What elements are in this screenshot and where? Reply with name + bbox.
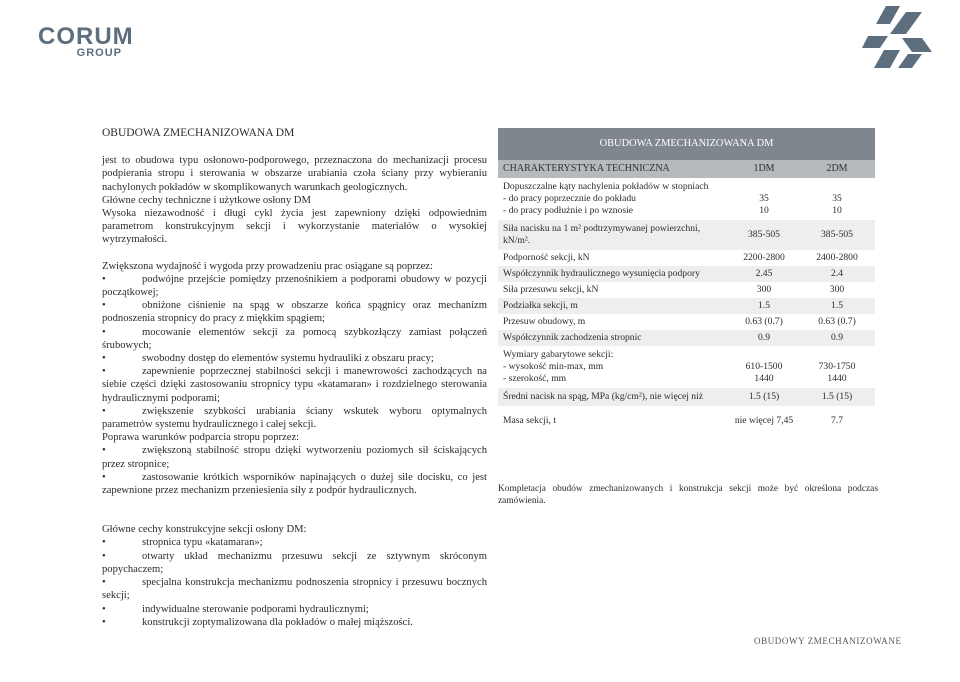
list-item: • specjalna konstrukcja mechanizmu podnoszenia stropnicy i przesuwu bocznych sekcji;	[102, 576, 487, 602]
construction-heading: Główne cechy konstrukcyjne sekcji osłony DM:	[102, 524, 307, 536]
construction-list	[102, 536, 487, 628]
row-label-line: Współczynnik hydraulicznego wysunięcia podpory	[503, 268, 700, 279]
corum-logo	[38, 23, 134, 59]
value-1dm-line: 385-505	[748, 229, 780, 240]
table-row	[498, 314, 875, 330]
table-row	[498, 406, 875, 436]
value-1dm-line: nie więcej 7,45	[734, 415, 794, 426]
value-2dm-line: 0.63 (0.7)	[818, 316, 856, 327]
table-row	[498, 298, 875, 314]
row-label-line: - do pracy poprzecznie do pokładu	[503, 193, 636, 204]
value-1dm-line: 10	[759, 205, 769, 216]
value-2dm	[799, 268, 875, 280]
table-header-row	[498, 160, 875, 178]
row-label-line: - szerokość, mm	[503, 373, 567, 384]
efficiency-list	[102, 273, 487, 431]
list-item: • zwiększoną stabilność stropu dzięki wytworzeniu poziomych sił ściskających przez stropnice;	[102, 444, 487, 470]
value-1dm-line	[729, 349, 799, 361]
value-1dm	[729, 229, 799, 241]
table-row	[498, 388, 875, 406]
row-label-line: Dopuszczalne kąty nachylenia pokładów w stopniach	[503, 181, 709, 192]
value-1dm	[729, 349, 799, 385]
brand-mark-icon	[862, 4, 934, 75]
value-2dm-line: 35	[832, 193, 842, 204]
value-1dm	[729, 252, 799, 264]
value-1dm-line: 300	[756, 284, 772, 295]
value-2dm-line: 7.7	[831, 415, 843, 426]
spec-table	[498, 128, 875, 436]
header-cell: 1DM	[753, 163, 775, 174]
value-2dm	[799, 415, 875, 427]
support-heading: Poprawa warunków podparcia stropu poprzez:	[102, 432, 300, 444]
value-2dm-line: 385-505	[821, 229, 853, 240]
value-1dm	[729, 284, 799, 296]
description-column	[102, 127, 487, 629]
row-label	[503, 391, 729, 403]
value-1dm	[729, 415, 799, 427]
value-2dm	[799, 332, 875, 344]
row-label	[503, 349, 729, 385]
table-title: OBUDOWA ZMECHANIZOWANA DM	[498, 128, 875, 160]
value-1dm	[729, 300, 799, 312]
row-label	[503, 284, 729, 296]
value-1dm-line: 2.45	[755, 268, 773, 279]
value-2dm	[799, 316, 875, 328]
table-row	[498, 250, 875, 266]
row-label	[503, 252, 729, 264]
value-2dm-line: 10	[832, 205, 842, 216]
value-2dm-line: 1440	[827, 373, 847, 384]
row-label-line: Podziałka sekcji, m	[503, 300, 578, 311]
value-1dm	[729, 181, 799, 217]
list-item: • zastosowanie krótkich wsporników napinających o dużej sile docisku, co jest zapewnione przez mechanizm przeniesienia siły z podpór hydraulicznych.	[102, 471, 487, 497]
value-2dm	[799, 300, 875, 312]
row-label	[503, 415, 729, 427]
row-label-line: Przesuw obudowy, m	[503, 316, 586, 327]
value-1dm-line: 0.63 (0.7)	[745, 316, 783, 327]
value-2dm-line: 730-1750	[818, 361, 856, 372]
table-row	[498, 346, 875, 388]
list-item: • otwarty układ mechanizmu przesuwu sekcji ze sztywnym skróconym popychaczem;	[102, 550, 487, 576]
value-2dm	[799, 349, 875, 385]
page-footer: OBUDOWY ZMECHANIZOWANE	[754, 636, 902, 646]
value-2dm	[799, 181, 875, 217]
list-item: • mocowanie elementów sekcji za pomocą szybkozłączy zamiast połączeń śrubowych;	[102, 326, 487, 352]
value-2dm-line: 0.9	[831, 332, 843, 343]
value-1dm	[729, 332, 799, 344]
list-item: • zapewnienie poprzecznej stabilności sekcji i manewrowości zachodzących na siebie części dzięki zastosowaniu stropnicy typu «katamaran» i rozdzielnego sterowania hydraulicznymi podporami;	[102, 365, 487, 405]
table-row	[498, 266, 875, 282]
table-row	[498, 178, 875, 220]
value-1dm-line: 1440	[754, 373, 774, 384]
table-row	[498, 282, 875, 298]
header-cell: 2DM	[826, 163, 848, 174]
value-2dm-line	[799, 349, 875, 361]
table-row	[498, 330, 875, 346]
value-1dm-line	[729, 181, 799, 193]
row-label-line: - wysokość min-max, mm	[503, 361, 604, 372]
row-label	[503, 223, 729, 247]
value-2dm-line: 1.5 (15)	[821, 391, 853, 402]
support-list	[102, 444, 487, 497]
value-1dm-line: 2200-2800	[743, 252, 785, 263]
row-label	[503, 316, 729, 328]
list-item: • stropnica typu «katamaran»;	[102, 536, 487, 549]
logo-sub-text: GROUP	[76, 47, 122, 59]
value-2dm	[799, 252, 875, 264]
value-2dm	[799, 229, 875, 241]
value-2dm-line: 2400-2800	[816, 252, 858, 263]
row-label	[503, 268, 729, 280]
intro-paragraph: jest to obudowa typu osłonowo-podporowego, przeznaczona do mechanizacji procesu podpierania stropu i sterowania w obszarze urabiania czoła ściany przy wybieraniu nachylonych pokładów w skomplikowanych warunkach geologicznych.	[102, 155, 487, 193]
row-label-line: - do pracy podłużnie i po wznosie	[503, 205, 634, 216]
value-2dm-line: 300	[829, 284, 845, 295]
row-label-line: Średni nacisk na spąg, MPa (kg/cm²), nie więcej niż	[503, 391, 704, 402]
value-1dm	[729, 316, 799, 328]
row-label-line: Podporność sekcji, kN	[503, 252, 590, 263]
value-1dm-line: 1.5	[758, 300, 770, 311]
efficiency-heading: Zwiększona wydajność i wygoda przy prowadzeniu prac osiągane są poprzez:	[102, 260, 433, 272]
list-item: • obniżone ciśnienie na spąg w obszarze końca spągnicy oraz mechanizm podnoszenia stropnicy do pracy z miękkim spągiem;	[102, 299, 487, 325]
value-2dm	[799, 284, 875, 296]
row-label-line: Siła nacisku na 1 m² podtrzymywanej powierzchni,	[503, 223, 701, 234]
row-label	[503, 181, 729, 217]
value-1dm	[729, 391, 799, 403]
row-label	[503, 332, 729, 344]
value-1dm-line: 610-1500	[745, 361, 783, 372]
row-label	[503, 300, 729, 312]
row-label-line: Współczynnik zachodzenia stropnic	[503, 332, 642, 343]
row-label-line: Masa sekcji, t	[503, 415, 557, 426]
table-row	[498, 220, 875, 250]
row-label-line: kN/m².	[503, 235, 531, 246]
value-2dm-line: 1.5	[831, 300, 843, 311]
list-item: • swobodny dostęp do elementów systemu hydrauliki z obszaru pracy;	[102, 352, 487, 365]
features-heading: Główne cechy techniczne i użytkowe osłony DM	[102, 194, 311, 206]
section-title: OBUDOWA ZMECHANIZOWANA DM	[102, 127, 295, 139]
value-2dm-line	[799, 181, 875, 193]
row-label-line: Wymiary gabarytowe sekcji:	[503, 349, 614, 360]
row-label-line: Siła przesuwu sekcji, kN	[503, 284, 599, 295]
list-item: • zwiększenie szybkości urabiania ściany wskutek wyboru optymalnych parametrów systemu hydraulicznego i całej sekcji.	[102, 405, 487, 431]
value-2dm	[799, 391, 875, 403]
features-paragraph: Wysoka niezawodność i długi cykl życia jest zapewniony dzięki odpowiednim parametrom konstrukcyjnym sekcji i wykorzystanie materiałów o wysokiej wytrzymałości.	[102, 208, 487, 246]
list-item: • konstrukcji zoptymalizowana dla pokładów o małej miąższości.	[102, 616, 487, 629]
value-1dm	[729, 268, 799, 280]
logo-main-text: CORUM	[38, 23, 134, 50]
value-1dm-line: 35	[759, 193, 769, 204]
list-item: • podwójne przejście pomiędzy przenośnikiem a podporami obudowy w pozycji początkowej;	[102, 273, 487, 299]
note-paragraph: Kompletacja obudów zmechanizowanych i konstrukcja sekcji może być określona podczas zamówienia.	[498, 484, 878, 506]
header-cell: CHARAKTERYSTYKA TECHNICZNA	[503, 163, 670, 174]
list-item: • indywidualne sterowanie podporami hydraulicznymi;	[102, 603, 487, 616]
value-1dm-line: 0.9	[758, 332, 770, 343]
value-2dm-line: 2.4	[831, 268, 843, 279]
value-1dm-line: 1.5 (15)	[748, 391, 780, 402]
